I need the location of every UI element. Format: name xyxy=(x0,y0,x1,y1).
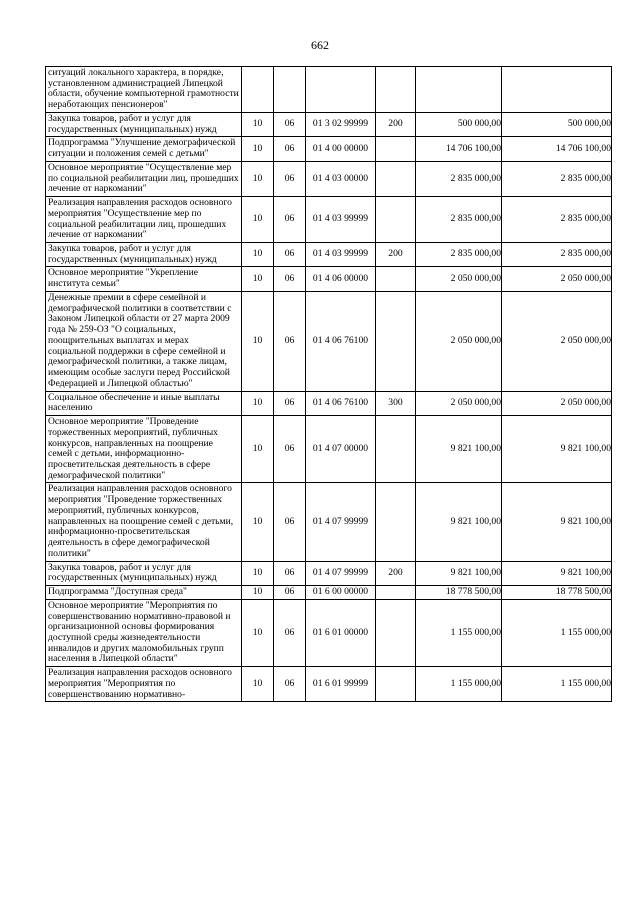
row-name-cell: Подпрограмма "Доступная среда" xyxy=(46,586,242,600)
section-code-cell: 10 xyxy=(242,667,274,702)
row-name-cell: Основное мероприятие "Проведение торжественных мероприятий, публичных конкурсов, направленных на поощрение семей с детьми, информационно-просветительская деятельность в сфере демографической политики" xyxy=(46,416,242,483)
section-code-cell: 10 xyxy=(242,161,274,196)
amount-cell xyxy=(416,67,502,113)
subsection-code-cell: 06 xyxy=(274,291,306,391)
expense-type-cell xyxy=(376,599,416,666)
target-article-cell: 01 4 07 99999 xyxy=(306,561,376,585)
table-row xyxy=(46,112,612,136)
amount-total-cell: 2 835 000,00 xyxy=(502,161,612,196)
section-code-cell: 10 xyxy=(242,267,274,291)
expense-type-cell xyxy=(376,667,416,702)
row-name-cell: Реализация направления расходов основного мероприятия "Осуществление мер по социальной реабилитации лиц, прошедших лечение от наркомании" xyxy=(46,197,242,243)
budget-table xyxy=(45,66,612,702)
target-article-cell: 01 3 02 99999 xyxy=(306,112,376,136)
amount-cell: 2 835 000,00 xyxy=(416,161,502,196)
row-name-cell: Основное мероприятие "Осуществление мер по социальной реабилитации лиц, прошедших лечение от наркомании" xyxy=(46,161,242,196)
amount-total-cell: 9 821 100,00 xyxy=(502,561,612,585)
row-name-cell: Реализация направления расходов основного мероприятия "Мероприятия по совершенствованию нормативно- xyxy=(46,667,242,702)
table-row xyxy=(46,197,612,243)
expense-type-cell xyxy=(376,161,416,196)
amount-total-cell: 14 706 100,00 xyxy=(502,137,612,161)
amount-cell: 1 155 000,00 xyxy=(416,599,502,666)
subsection-code-cell: 06 xyxy=(274,586,306,600)
amount-total-cell: 1 155 000,00 xyxy=(502,599,612,666)
table-row xyxy=(46,391,612,415)
target-article-cell: 01 4 06 76100 xyxy=(306,391,376,415)
table-row xyxy=(46,291,612,391)
section-code-cell: 10 xyxy=(242,112,274,136)
amount-cell: 2 835 000,00 xyxy=(416,197,502,243)
amount-total-cell: 2 050 000,00 xyxy=(502,267,612,291)
amount-cell: 14 706 100,00 xyxy=(416,137,502,161)
table-row xyxy=(46,67,612,113)
section-code-cell: 10 xyxy=(242,483,274,561)
row-name-cell: Реализация направления расходов основного мероприятия "Проведение торжественных мероприятий, публичных конкурсов, направленных на поощрение семей с детьми, информационно-просветительская деятельность в сфере демографической политики" xyxy=(46,483,242,561)
amount-cell: 2 050 000,00 xyxy=(416,391,502,415)
amount-cell: 9 821 100,00 xyxy=(416,561,502,585)
target-article-cell xyxy=(306,67,376,113)
row-name-cell: Основное мероприятие "Мероприятия по совершенствованию нормативно-правовой и организационной основы формирования доступной среды жизнедеятельности инвалидов и других маломобильных групп населения в Липецкой области" xyxy=(46,599,242,666)
row-name-cell: Закупка товаров, работ и услуг для государственных (муниципальных) нужд xyxy=(46,243,242,267)
expense-type-cell xyxy=(376,267,416,291)
amount-total-cell: 18 778 500,00 xyxy=(502,586,612,600)
subsection-code-cell xyxy=(274,67,306,113)
amount-total-cell: 2 050 000,00 xyxy=(502,291,612,391)
target-article-cell: 01 6 01 00000 xyxy=(306,599,376,666)
section-code-cell: 10 xyxy=(242,586,274,600)
subsection-code-cell: 06 xyxy=(274,137,306,161)
subsection-code-cell: 06 xyxy=(274,599,306,666)
expense-type-cell xyxy=(376,586,416,600)
section-code-cell: 10 xyxy=(242,291,274,391)
amount-cell: 2 050 000,00 xyxy=(416,267,502,291)
section-code-cell: 10 xyxy=(242,391,274,415)
row-name-cell: Подпрограмма "Улучшение демографической ситуации и положения семей с детьми" xyxy=(46,137,242,161)
amount-total-cell: 500 000,00 xyxy=(502,112,612,136)
subsection-code-cell: 06 xyxy=(274,416,306,483)
amount-total-cell: 9 821 100,00 xyxy=(502,483,612,561)
expense-type-cell xyxy=(376,483,416,561)
target-article-cell: 01 4 06 00000 xyxy=(306,267,376,291)
amount-cell: 9 821 100,00 xyxy=(416,483,502,561)
amount-cell: 500 000,00 xyxy=(416,112,502,136)
amount-cell: 2 835 000,00 xyxy=(416,243,502,267)
row-name-cell: Закупка товаров, работ и услуг для государственных (муниципальных) нужд xyxy=(46,561,242,585)
page-number: 662 xyxy=(311,38,329,52)
amount-total-cell: 1 155 000,00 xyxy=(502,667,612,702)
subsection-code-cell: 06 xyxy=(274,391,306,415)
amount-total-cell xyxy=(502,67,612,113)
amount-cell: 9 821 100,00 xyxy=(416,416,502,483)
target-article-cell: 01 4 03 99999 xyxy=(306,243,376,267)
subsection-code-cell: 06 xyxy=(274,197,306,243)
subsection-code-cell: 06 xyxy=(274,112,306,136)
row-name-cell: Закупка товаров, работ и услуг для государственных (муниципальных) нужд xyxy=(46,112,242,136)
section-code-cell: 10 xyxy=(242,197,274,243)
table-row xyxy=(46,161,612,196)
row-name-cell: ситуаций локального характера, в порядке, установленном администрацией Липецкой области, обучение компьютерной грамотности неработающих пенсионеров" xyxy=(46,67,242,113)
target-article-cell: 01 4 07 00000 xyxy=(306,416,376,483)
amount-total-cell: 9 821 100,00 xyxy=(502,416,612,483)
table-row xyxy=(46,599,612,666)
expense-type-cell xyxy=(376,416,416,483)
amount-total-cell: 2 050 000,00 xyxy=(502,391,612,415)
amount-cell: 1 155 000,00 xyxy=(416,667,502,702)
section-code-cell xyxy=(242,67,274,113)
subsection-code-cell: 06 xyxy=(274,561,306,585)
expense-type-cell xyxy=(376,291,416,391)
table-row xyxy=(46,561,612,585)
amount-total-cell: 2 835 000,00 xyxy=(502,197,612,243)
row-name-cell: Основное мероприятие "Укрепление института семьи" xyxy=(46,267,242,291)
target-article-cell: 01 4 06 76100 xyxy=(306,291,376,391)
table-row xyxy=(46,586,612,600)
section-code-cell: 10 xyxy=(242,137,274,161)
subsection-code-cell: 06 xyxy=(274,667,306,702)
expense-type-cell xyxy=(376,197,416,243)
row-name-cell: Денежные премии в сфере семейной и демографической политики в соответствии с Законом Липецкой области от 27 марта 2009 года № 259-ОЗ "О социальных, поощрительных выплатах и мерах социальной поддержки в сфере семейной и демографической политики, а также лицам, имеющим особые заслуги перед Российской Федерацией и Липецкой областью" xyxy=(46,291,242,391)
target-article-cell: 01 4 03 00000 xyxy=(306,161,376,196)
expense-type-cell: 200 xyxy=(376,112,416,136)
target-article-cell: 01 6 01 99999 xyxy=(306,667,376,702)
amount-cell: 18 778 500,00 xyxy=(416,586,502,600)
section-code-cell: 10 xyxy=(242,561,274,585)
expense-type-cell xyxy=(376,137,416,161)
target-article-cell: 01 4 00 00000 xyxy=(306,137,376,161)
section-code-cell: 10 xyxy=(242,599,274,666)
table-row xyxy=(46,267,612,291)
table-row xyxy=(46,243,612,267)
subsection-code-cell: 06 xyxy=(274,161,306,196)
table-row xyxy=(46,483,612,561)
target-article-cell: 01 4 07 99999 xyxy=(306,483,376,561)
row-name-cell: Социальное обеспечение и иные выплаты населению xyxy=(46,391,242,415)
target-article-cell: 01 4 03 99999 xyxy=(306,197,376,243)
table-row xyxy=(46,667,612,702)
target-article-cell: 01 6 00 00000 xyxy=(306,586,376,600)
amount-cell: 2 050 000,00 xyxy=(416,291,502,391)
expense-type-cell: 200 xyxy=(376,243,416,267)
amount-total-cell: 2 835 000,00 xyxy=(502,243,612,267)
section-code-cell: 10 xyxy=(242,243,274,267)
subsection-code-cell: 06 xyxy=(274,267,306,291)
table-row xyxy=(46,416,612,483)
expense-type-cell: 300 xyxy=(376,391,416,415)
table-row xyxy=(46,137,612,161)
expense-type-cell: 200 xyxy=(376,561,416,585)
subsection-code-cell: 06 xyxy=(274,243,306,267)
subsection-code-cell: 06 xyxy=(274,483,306,561)
section-code-cell: 10 xyxy=(242,416,274,483)
expense-type-cell xyxy=(376,67,416,113)
